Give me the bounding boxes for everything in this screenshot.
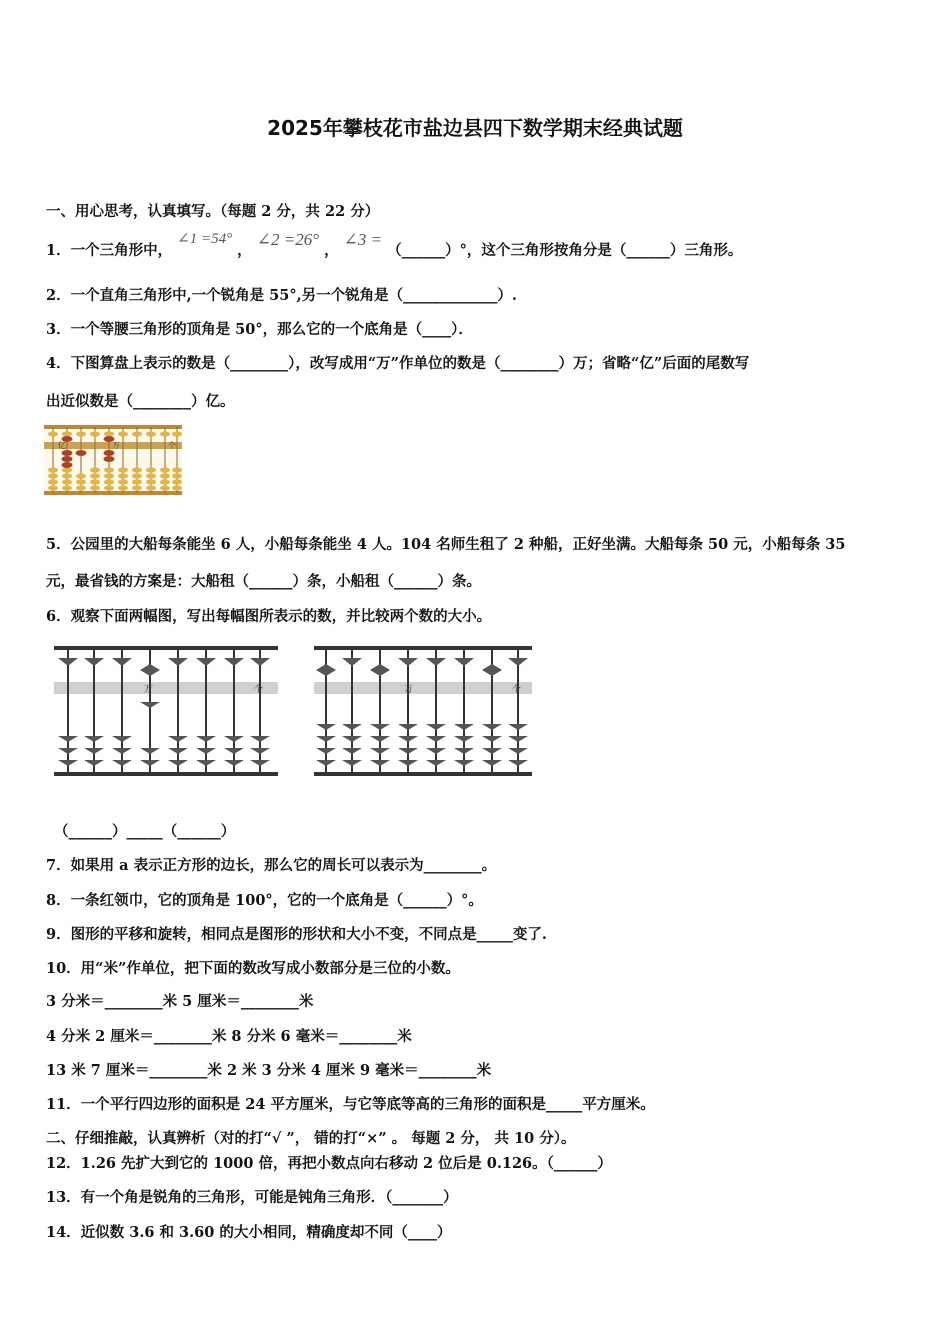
question-8: 8．一条红领巾，它的顶角是 100°，它的一个底角是（______）°。 [46, 892, 483, 909]
page-title: 2025年攀枝花市盐边县四下数学期末经典试题 [267, 116, 683, 140]
question-10-c: 13 米 7 厘米＝________米 2 米 3 分米 4 厘米 9 毫米＝________米 [46, 1062, 492, 1079]
question-5-line-2: 元，最省钱的方案是：大船租（______）条，小船租（______）条。 [46, 573, 481, 590]
question-9: 9．图形的平移和旋转，相同点是图形的形状和大小不变，不同点是_____变了. [46, 926, 547, 943]
question-4-line-1: 4．下图算盘上表示的数是（________），改写成用“万”作单位的数是（________）万；省略“亿”后面的尾数写 [46, 355, 750, 372]
question-11: 11．一个平行四边形的面积是 24 平方厘米，与它等底等高的三角形的面积是_____平方厘米。 [46, 1096, 655, 1113]
question-2: 2．一个直角三角形中,一个锐角是 55°,另一个锐角是（_____________）. [46, 287, 517, 304]
q1-angle-3: ∠3 = [343, 230, 383, 249]
abacus-label-yi: 亿 [58, 441, 66, 450]
q6-abacus-right [312, 644, 534, 780]
q6-left-label-wan: 万 [144, 685, 154, 695]
section-1-heading: 一、用心思考，认真填写。（每题 2 分，共 22 分） [46, 203, 380, 220]
q1-angle-2: ∠2 =26° [256, 230, 319, 249]
question-10-a: 3 分米＝________米 5 厘米＝________米 [46, 993, 314, 1010]
question-7: 7．如果用 a 表示正方形的边长，那么它的周长可以表示为________。 [46, 857, 497, 874]
q4-abacus-figure [44, 424, 182, 496]
question-10-b: 4 分米 2 厘米＝________米 8 分米 6 毫米＝________米 [46, 1028, 412, 1045]
question-10: 10．用“米”作单位，把下面的数改写成小数部分是三位的小数。 [46, 960, 460, 977]
q6-left-label-ge: 个 [254, 685, 264, 695]
question-12: 12．1.26 先扩大到它的 1000 倍，再把小数点向右移动 2 位后是 0.126。（______） [46, 1155, 612, 1172]
q1-prefix: 1．一个三角形中， [46, 242, 173, 259]
question-14: 14．近似数 3.6 和 3.60 的大小相同，精确度却不同（____） [46, 1224, 452, 1241]
q6-right-label-ge: 个 [512, 685, 522, 695]
q1-angle-1: ∠1 =54° [177, 231, 233, 247]
question-6: 6．观察下面两幅图，写出每幅图所表示的数，并比较两个数的大小。 [46, 608, 492, 625]
q1-sep-1: ， [237, 242, 252, 259]
abacus-label-ge: 个 [168, 441, 176, 450]
question-3: 3．一个等腰三角形的顶角是 50°，那么它的一个底角是（____）． [46, 321, 473, 338]
question-5-line-1: 5．公园里的大船每条能坐 6 人，小船每条能坐 4 人。104 名师生租了 2 种船，正好坐满。大船每条 50 元，小船每条 35 [46, 536, 846, 553]
q1-suffix: （______）°，这个三角形按角分是（______）三角形。 [387, 242, 743, 259]
q1-sep-2: ， [324, 242, 339, 259]
abacus-label-wan: 万 [112, 441, 120, 450]
q6-right-label-wan: 万 [404, 685, 414, 695]
question-13: 13．有一个角是锐角的三角形，可能是钝角三角形．（_______） [46, 1189, 458, 1206]
question-6-answer: （______）_____（______） [54, 823, 236, 840]
q6-abacus-left [52, 644, 280, 780]
section-2-heading: 二、仔细推敲，认真辨析（对的打“√ ”， 错的打“×” 。 每题 2 分， 共 10 分）。 [46, 1130, 576, 1147]
question-1 [46, 230, 743, 261]
question-4-line-2: 出近似数是（________）亿。 [46, 393, 235, 410]
